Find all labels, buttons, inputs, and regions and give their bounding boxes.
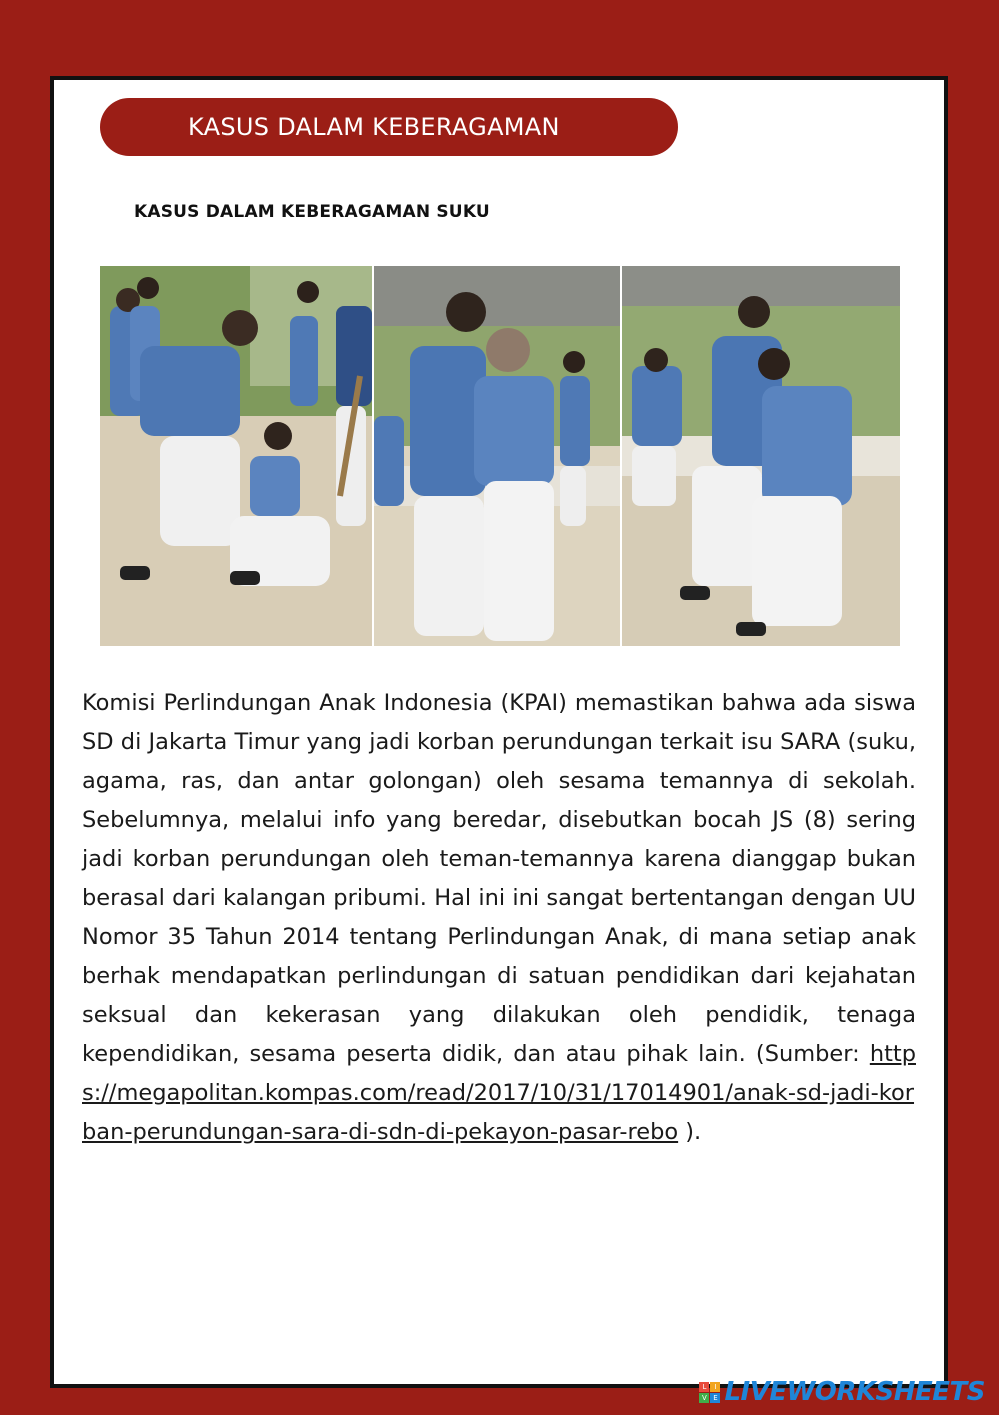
- section-subtitle: KASUS DALAM KEBERAGAMAN SUKU: [134, 202, 490, 222]
- photo-fight-1: [100, 266, 372, 646]
- liveworksheets-logo-icon: [699, 1382, 720, 1403]
- watermark-text: LIVEWORKSHEETS: [724, 1377, 985, 1407]
- logo-letter: V: [699, 1393, 709, 1403]
- logo-letter: I: [710, 1382, 720, 1392]
- article-body: [82, 684, 916, 1152]
- photo-fight-2: [374, 266, 620, 646]
- photo-fight-3: [622, 266, 900, 646]
- source-link[interactable]: https://megapolitan.kompas.com/read/2017/10/31/17014901/anak-sd-jadi-korban-perundungan-sara-di-sdn-di-pekayon-pasar-rebo: [82, 1041, 916, 1145]
- liveworksheets-watermark: [699, 1375, 985, 1409]
- logo-letter: L: [699, 1382, 709, 1392]
- article-closing: ).: [678, 1119, 702, 1145]
- logo-letter: E: [710, 1393, 720, 1403]
- article-text: Komisi Perlindungan Anak Indonesia (KPAI) memastikan bahwa ada siswa SD di Jakarta Timur yang jadi korban perundungan terkait isu SARA (suku, agama, ras, dan antar golongan) oleh sesama temannya di sekolah. Sebelumnya, melalui info yang beredar, disebutkan bocah JS (8) sering jadi korban perundungan oleh teman-temannya karena dianggap bukan berasal dari kalangan pribumi. Hal ini ini sangat bertentangan dengan UU Nomor 35 Tahun 2014 tentang Perlindungan Anak, di mana setiap anak berhak mendapatkan perlindungan di satuan pendidikan dari kejahatan seksual dan kekerasan yang dilakukan oleh pendidik, tenaga kependidikan, sesama peserta didik, dan atau pihak lain. (Sumber:: [82, 690, 916, 1067]
- worksheet-page: [50, 76, 948, 1388]
- page-title-banner: KASUS DALAM KEBERAGAMAN: [100, 98, 678, 156]
